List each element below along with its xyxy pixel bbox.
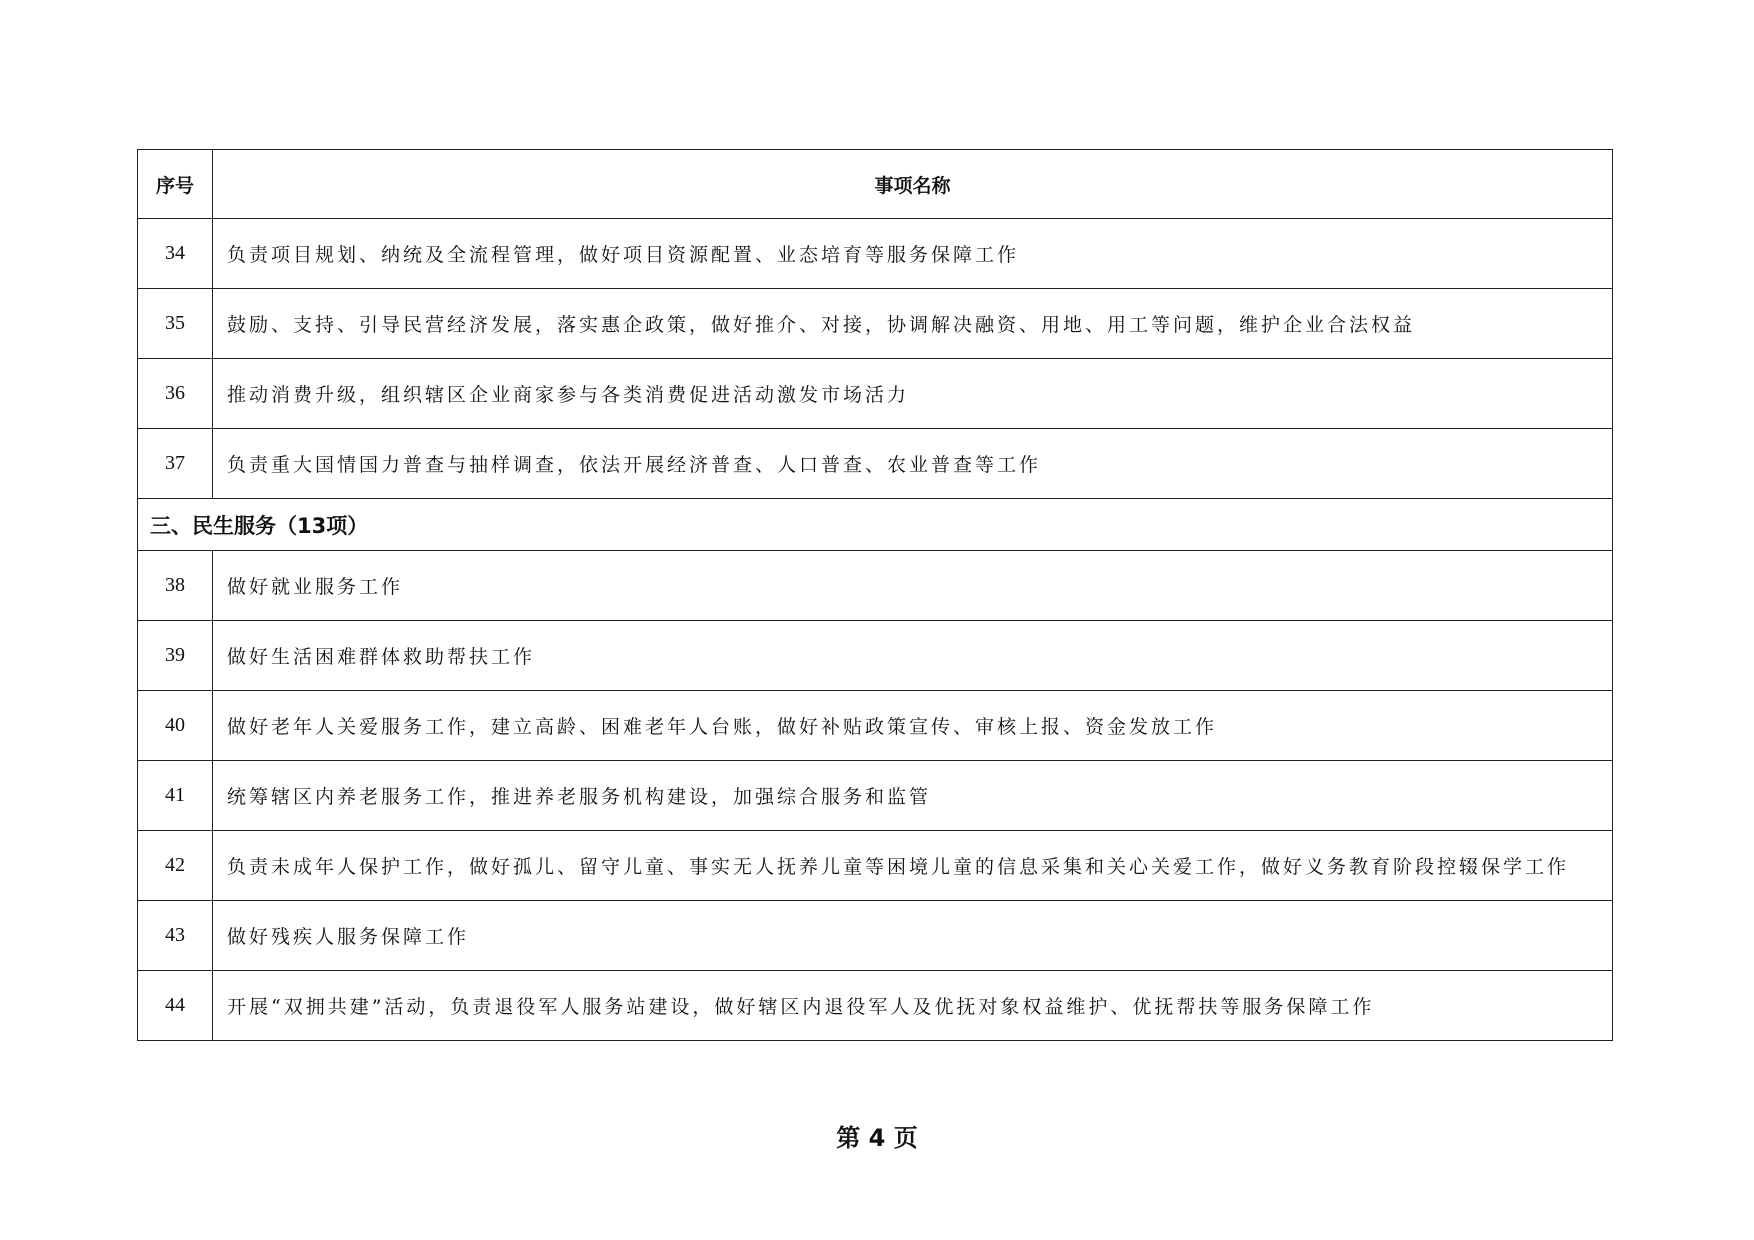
- table-row: [138, 429, 1613, 499]
- row-number: 43: [138, 901, 213, 971]
- table-row: [138, 359, 1613, 429]
- row-name: 推动消费升级，组织辖区企业商家参与各类消费促进活动激发市场活力: [213, 359, 1613, 429]
- row-name: 做好老年人关爱服务工作，建立高龄、困难老年人台账，做好补贴政策宣传、审核上报、资金发放工作: [213, 691, 1613, 761]
- header-number: 序号: [138, 150, 213, 219]
- row-number: 41: [138, 761, 213, 831]
- table-row: [138, 289, 1613, 359]
- row-name: 负责未成年人保护工作，做好孤儿、留守儿童、事实无人抚养儿童等困境儿童的信息采集和关心关爱工作，做好义务教育阶段控辍保学工作: [213, 831, 1613, 901]
- row-name: 做好生活困难群体救助帮扶工作: [213, 621, 1613, 691]
- page-number: 第 4 页: [836, 1124, 918, 1152]
- table-row: [138, 691, 1613, 761]
- row-name: 开展“双拥共建”活动，负责退役军人服务站建设，做好辖区内退役军人及优抚对象权益维护、优抚帮扶等服务保障工作: [213, 971, 1613, 1041]
- table-row: [138, 901, 1613, 971]
- row-name: 统筹辖区内养老服务工作，推进养老服务机构建设，加强综合服务和监管: [213, 761, 1613, 831]
- row-number: 36: [138, 359, 213, 429]
- table-row: [138, 551, 1613, 621]
- row-name: 鼓励、支持、引导民营经济发展，落实惠企政策，做好推介、对接，协调解决融资、用地、用工等问题，维护企业合法权益: [213, 289, 1613, 359]
- section-row: [138, 499, 1613, 551]
- row-name: 负责项目规划、纳统及全流程管理，做好项目资源配置、业态培育等服务保障工作: [213, 219, 1613, 289]
- table-row: [138, 621, 1613, 691]
- row-number: 38: [138, 551, 213, 621]
- row-number: 42: [138, 831, 213, 901]
- table-row: [138, 219, 1613, 289]
- header-name: 事项名称: [213, 150, 1613, 219]
- section-title: 三、民生服务（13项）: [138, 499, 1613, 551]
- table-row: [138, 971, 1613, 1041]
- row-name: 负责重大国情国力普查与抽样调查，依法开展经济普查、人口普查、农业普查等工作: [213, 429, 1613, 499]
- row-number: 44: [138, 971, 213, 1041]
- row-number: 37: [138, 429, 213, 499]
- table-row: [138, 761, 1613, 831]
- row-name: 做好残疾人服务保障工作: [213, 901, 1613, 971]
- row-number: 35: [138, 289, 213, 359]
- table-row: [138, 831, 1613, 901]
- table-header-row: [138, 150, 1613, 219]
- row-number: 39: [138, 621, 213, 691]
- row-number: 34: [138, 219, 213, 289]
- items-table: [137, 149, 1613, 1041]
- row-name: 做好就业服务工作: [213, 551, 1613, 621]
- row-number: 40: [138, 691, 213, 761]
